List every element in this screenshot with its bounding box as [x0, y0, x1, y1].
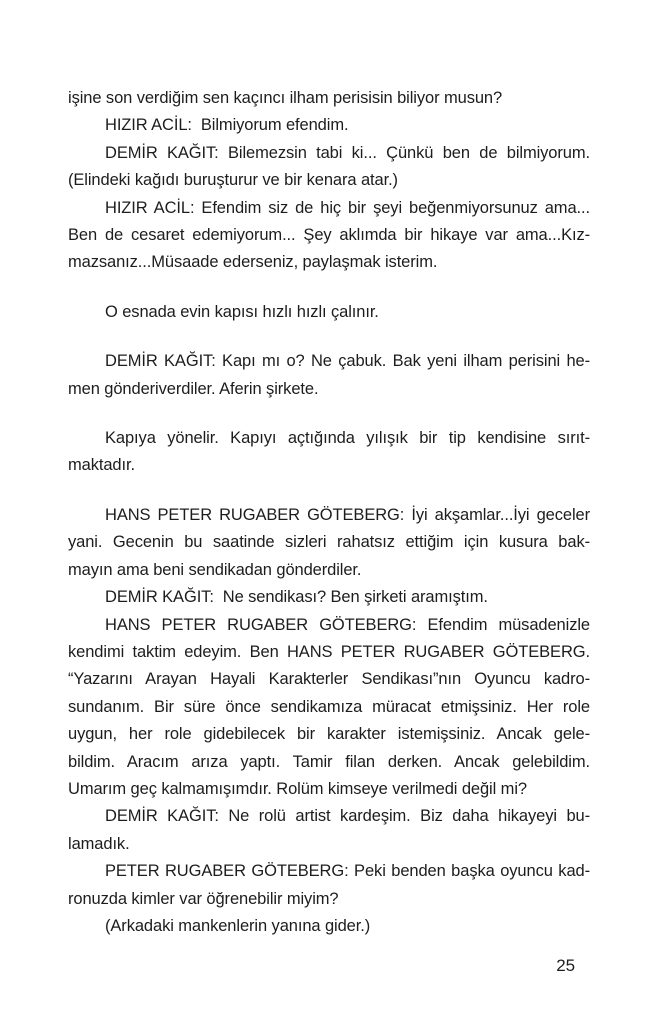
- text-line: HANS PETER RUGABER GÖTEBERG: İyi akşamlar...İyi geceler: [105, 505, 590, 524]
- text-line: mayın ama beni sendikadan gönderdiler.: [68, 560, 362, 579]
- text-line: DEMİR KAĞIT: Kapı mı o? Ne çabuk. Bak yeni ilham perisini he-: [105, 352, 590, 371]
- text-line: kendimi taktim edeyim. Ben HANS PETER RUGABER GÖTEBERG.: [68, 642, 590, 661]
- page-number: 25: [556, 956, 575, 976]
- text-line: HANS PETER RUGABER GÖTEBERG: Efendim müsadenizle: [105, 615, 590, 634]
- text-line: men gönderiverdiler. Aferin şirkete.: [68, 379, 319, 398]
- text-line: maktadır.: [68, 456, 135, 475]
- text-line: işine son verdiğim sen kaçıncı ilham perisisin biliyor musun?: [68, 89, 503, 107]
- text-line: uygun, her role gidebilecek bir karakter istemişsiniz. Ancak gele-: [68, 725, 590, 744]
- text-line: Ben de cesaret edemiyorum... Şey aklımda bir hikaye var ama...Kız-: [68, 226, 590, 245]
- text-line: bildim. Aracım arıza yaptı. Tamir filan derken. Ancak gelebildim.: [68, 752, 590, 771]
- paragraph-block: [68, 502, 590, 941]
- text-line: HIZIR ACİL: Bilmiyorum efendim.: [105, 116, 349, 135]
- page-text-block: [68, 85, 590, 940]
- page-footer: [68, 952, 590, 979]
- text-line: yani. Gecenin bu saatinde sizleri rahatsız ettiğim için kusura bak-: [68, 533, 590, 552]
- paragraph-block: [68, 425, 590, 480]
- text-line: Kapıya yönelir. Kapıyı açtığında yılışık bir tip kendisine sırıt-: [105, 429, 590, 448]
- text-line: “Yazarını Arayan Hayali Karakterler Sendikası”nın Oyuncu kadro-: [68, 670, 590, 689]
- text-line: mazsanız...Müsaade ederseniz, paylaşmak isterim.: [68, 253, 438, 272]
- text-line: (Elindeki kağıdı buruşturur ve bir kenara atar.): [68, 171, 398, 190]
- text-line: O esnada evin kapısı hızlı hızlı çalınır.: [105, 302, 379, 321]
- paragraph-block: [68, 299, 590, 326]
- text-line: HIZIR ACİL: Efendim siz de hiç bir şeyi beğenmiyorsunuz ama...: [105, 198, 590, 217]
- text-line: DEMİR KAĞIT: Ne sendikası? Ben şirketi aramıştım.: [105, 588, 488, 607]
- paragraph-block: [68, 348, 590, 403]
- text-line: lamadık.: [68, 834, 130, 853]
- text-line: DEMİR KAĞIT: Bilemezsin tabi ki... Çünkü ben de bilmiyorum.: [105, 143, 590, 162]
- text-line: PETER RUGABER GÖTEBERG: Peki benden başka oyuncu kad-: [105, 862, 590, 881]
- paragraph-block: [68, 85, 590, 277]
- text-line: ronuzda kimler var öğrenebilir miyim?: [68, 889, 339, 908]
- text-line: DEMİR KAĞIT: Ne rolü artist kardeşim. Biz daha hikayeyi bu-: [105, 807, 590, 826]
- text-line: Umarım geç kalmamışımdır. Rolüm kimseye verilmedi değil mi?: [68, 779, 527, 798]
- text-line: sundanım. Bir süre önce sendikamıza müracat etmişsiniz. Her role: [68, 697, 590, 716]
- text-line: (Arkadaki mankenlerin yanına gider.): [105, 916, 371, 935]
